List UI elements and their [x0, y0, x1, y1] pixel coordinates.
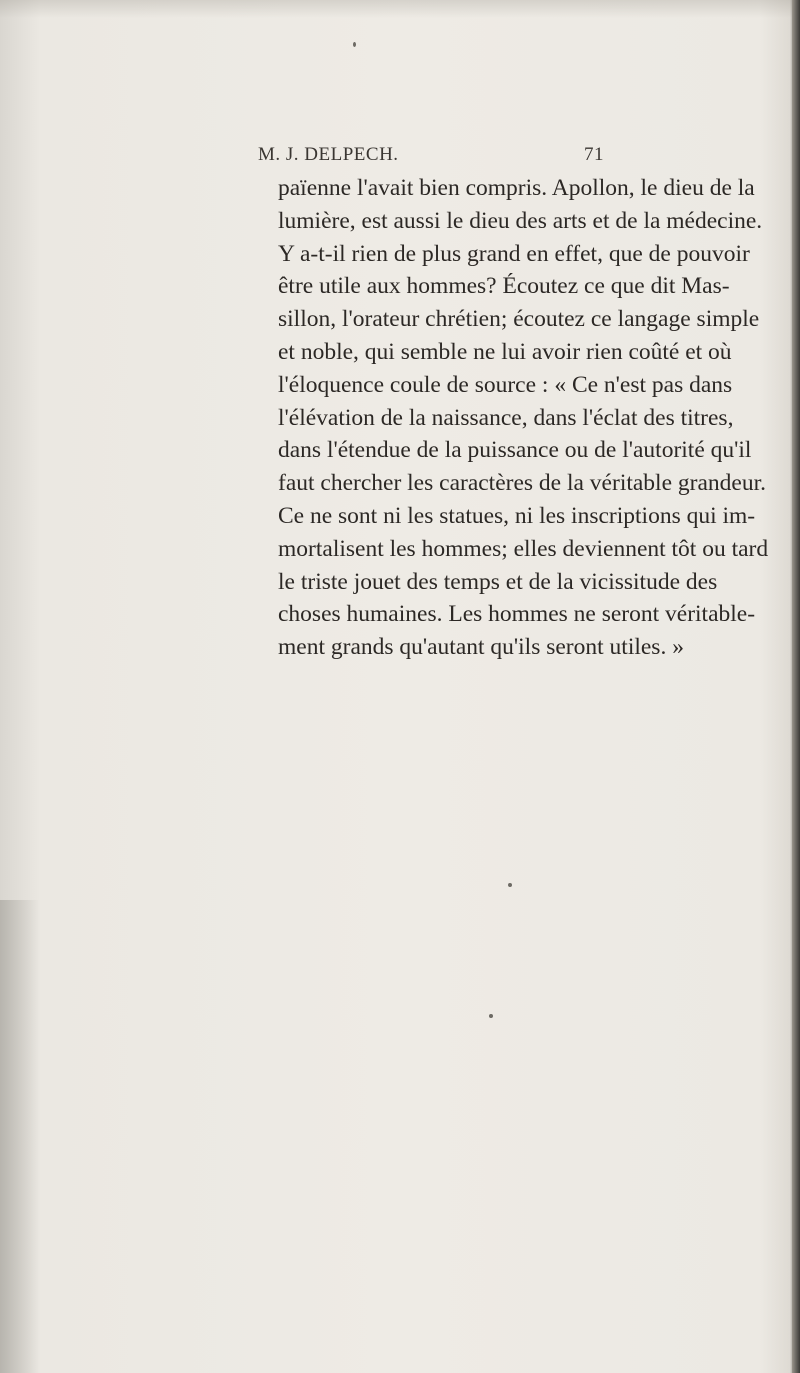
page-header	[258, 144, 604, 168]
body-text	[278, 172, 769, 664]
text-line: choses humaines. Les hommes ne seront véritable-	[278, 601, 756, 628]
paper-speck	[489, 1014, 493, 1018]
text-line: faut chercher les caractères de la véritable grandeur.	[278, 470, 766, 497]
page-top-shadow	[0, 0, 800, 18]
text-line: païenne l'avait bien compris. Apollon, le dieu de la	[278, 175, 755, 201]
page-right-edge	[792, 0, 800, 1373]
page-number: 71	[584, 144, 604, 165]
text-line: mortalisent les hommes; elles deviennent tôt ou tard	[278, 535, 769, 562]
paper-speck	[508, 883, 512, 887]
text-line: le triste jouet des temps et de la vicissitude des	[278, 568, 718, 595]
text-line: Y a-t-il rien de plus grand en effet, que de pouvoir	[278, 240, 750, 267]
text-line: l'éloquence coule de source : « Ce n'est pas dans	[278, 371, 733, 398]
text-line: être utile aux hommes? Écoutez ce que dit Mas-	[278, 273, 730, 300]
paper-speck	[353, 42, 356, 47]
running-head: M. J. DELPECH.	[258, 144, 399, 165]
text-line: l'élévation de la naissance, dans l'éclat des titres,	[278, 404, 734, 431]
text-line: Ce ne sont ni les statues, ni les inscriptions qui im-	[278, 502, 756, 529]
text-line: lumière, est aussi le dieu des arts et de la médecine.	[278, 207, 763, 234]
text-line: dans l'étendue de la puissance ou de l'autorité qu'il	[278, 437, 752, 464]
text-line: ment grands qu'autant qu'ils seront utiles. »	[278, 634, 684, 661]
text-line: sillon, l'orateur chrétien; écoutez ce langage simple	[278, 306, 760, 333]
text-line: et noble, qui semble ne lui avoir rien coûté et où	[278, 338, 732, 365]
